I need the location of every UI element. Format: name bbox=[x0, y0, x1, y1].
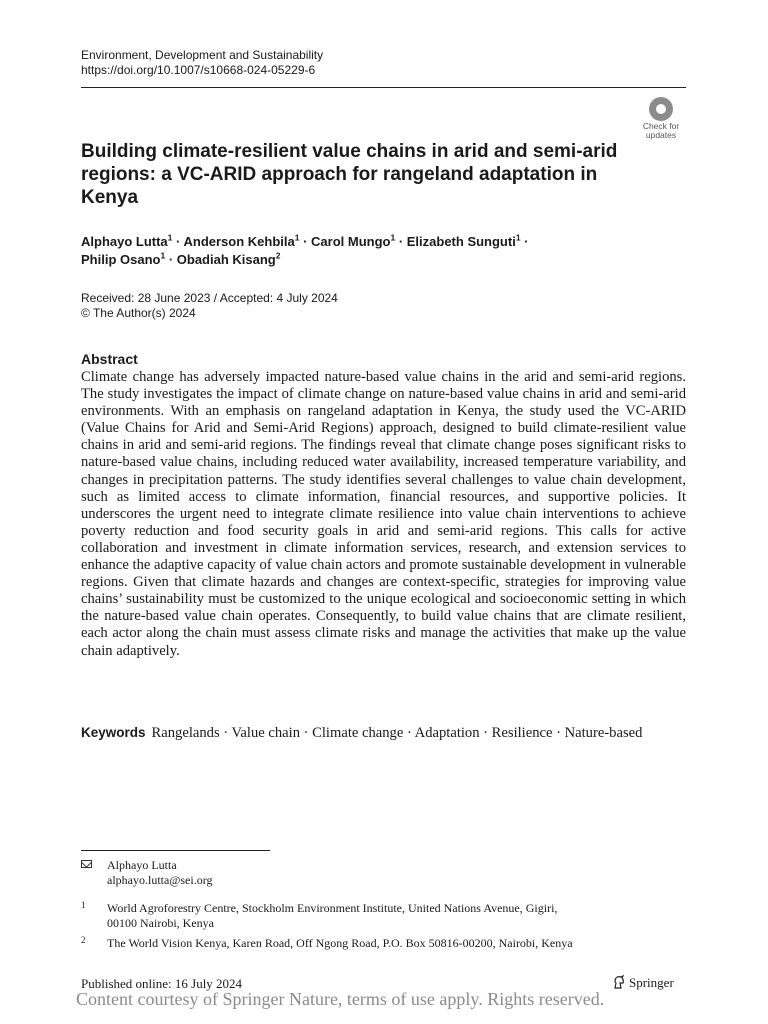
copyright-line: © The Author(s) 2024 bbox=[81, 306, 196, 320]
keywords-section bbox=[81, 723, 686, 743]
affiliation-number: 2 bbox=[81, 935, 86, 945]
author-name[interactable]: Obadiah Kisang bbox=[176, 252, 276, 267]
springer-horse-icon bbox=[612, 975, 626, 989]
header-rule bbox=[81, 87, 686, 88]
footnote-rule bbox=[81, 850, 270, 851]
corresponding-author-name: Alphayo Lutta bbox=[107, 858, 177, 872]
author-name[interactable]: Philip Osano bbox=[81, 252, 161, 267]
abstract-body: Climate change has adversely impacted nature-based value chains in the arid and semi-arid regions. The study investigates the impact of climate change on nature-based value chains in arid and semi-arid environments. With an emphasis on rangeland adaptation in Kenya, the study used the VC-ARID (Value Chains for Arid and Semi-Arid Regions) approach, designed to build climate-resilient value chains in arid and semi-arid regions. The findings reveal that climate change poses significant risks to nature-based value chains, including reduced water availability, increased temperature variability, and changes in precipitation patterns. The study identifies several challenges to value chain development, such as limited access to climate information, financial resources, and supportive policies. It underscores the urgent need to integrate climate resilience into value chain interventions to achieve poverty reduction and food security goals in arid and semi-arid regions. This calls for active collaboration and investment in climate information services, research, and extension services to enhance the adaptive capacity of value chain actors and promote sustainable development in vulnerable regions. Given that climate hazards and changes are context-specific, strategies for improving value chains’ sustainability must be customized to the unique ecological and socioeconomic setting in which the nature-based value chain operates. Consequently, to build value chains that are climate resilient, each actor along the chain must assess climate risks and manage the activities that make up the value chain adaptively. bbox=[81, 369, 686, 659]
author-affiliation-mark: 1 bbox=[167, 232, 173, 243]
badge-line1: Check for bbox=[642, 121, 680, 131]
corresponding-author-email[interactable]: alphayo.lutta@sei.org bbox=[107, 873, 213, 887]
author-name[interactable]: Alphayo Lutta bbox=[81, 234, 168, 249]
check-for-updates-badge[interactable] bbox=[636, 97, 686, 143]
article-history bbox=[81, 291, 338, 321]
received-accepted-dates: Received: 28 June 2023 / Accepted: 4 July 2024 bbox=[81, 291, 338, 305]
journal-header bbox=[81, 48, 323, 78]
abstract-heading: Abstract bbox=[81, 351, 138, 367]
author-affiliation-mark: 1 bbox=[515, 232, 521, 243]
keywords-list: Rangelands · Value chain · Climate change · Adaptation · Resilience · Nature-based bbox=[151, 725, 643, 741]
author-affiliation-mark: 1 bbox=[390, 232, 396, 243]
springer-logo bbox=[612, 975, 674, 991]
courtesy-watermark: Content courtesy of Springer Nature, terms of use apply. Rights reserved. bbox=[76, 989, 605, 1009]
author-list: Alphayo Lutta$^1$ · Anderson Kehbila$^1$ · Carol Mungo$^1$ · Elizabeth Sunguti$^1$ · Philip Osano$^1$ · Obadiah Kisang$^2$ bbox=[81, 232, 529, 267]
author-name[interactable]: Carol Mungo bbox=[311, 234, 391, 249]
envelope-icon bbox=[81, 860, 92, 868]
journal-name: Environment, Development and Sustainability bbox=[81, 48, 324, 62]
affiliation-text: The World Vision Kenya, Karen Road, Off Ngong Road, P.O. Box 50816-00200, Nairobi, Kenya bbox=[107, 936, 573, 950]
keywords-label: Keywords bbox=[81, 725, 146, 740]
published-online: Published online: 16 July 2024 bbox=[81, 976, 243, 991]
badge-line2: updates bbox=[645, 130, 677, 140]
affiliation-text: 00100 Nairobi, Kenya bbox=[107, 916, 214, 930]
affiliation-text: World Agroforestry Centre, Stockholm Environment Institute, United Nations Avenue, Gigiri, bbox=[107, 901, 558, 915]
author-name[interactable]: Elizabeth Sunguti bbox=[406, 234, 516, 249]
article-title: Building climate-resilient value chains in arid and semi-arid regions: a VC-ARID approach for rangeland adaptation in Kenya bbox=[81, 141, 618, 208]
author-affiliation-mark: 2 bbox=[275, 250, 281, 261]
check-updates-icon bbox=[649, 97, 673, 121]
affiliation-number: 1 bbox=[81, 900, 86, 910]
author-affiliation-mark: 1 bbox=[160, 250, 166, 261]
doi-link[interactable]: https://doi.org/10.1007/s10668-024-05229-6 bbox=[81, 63, 316, 77]
author-affiliation-mark: 1 bbox=[294, 232, 300, 243]
publisher-name: Springer bbox=[629, 975, 674, 990]
author-name[interactable]: Anderson Kehbila bbox=[183, 234, 295, 249]
